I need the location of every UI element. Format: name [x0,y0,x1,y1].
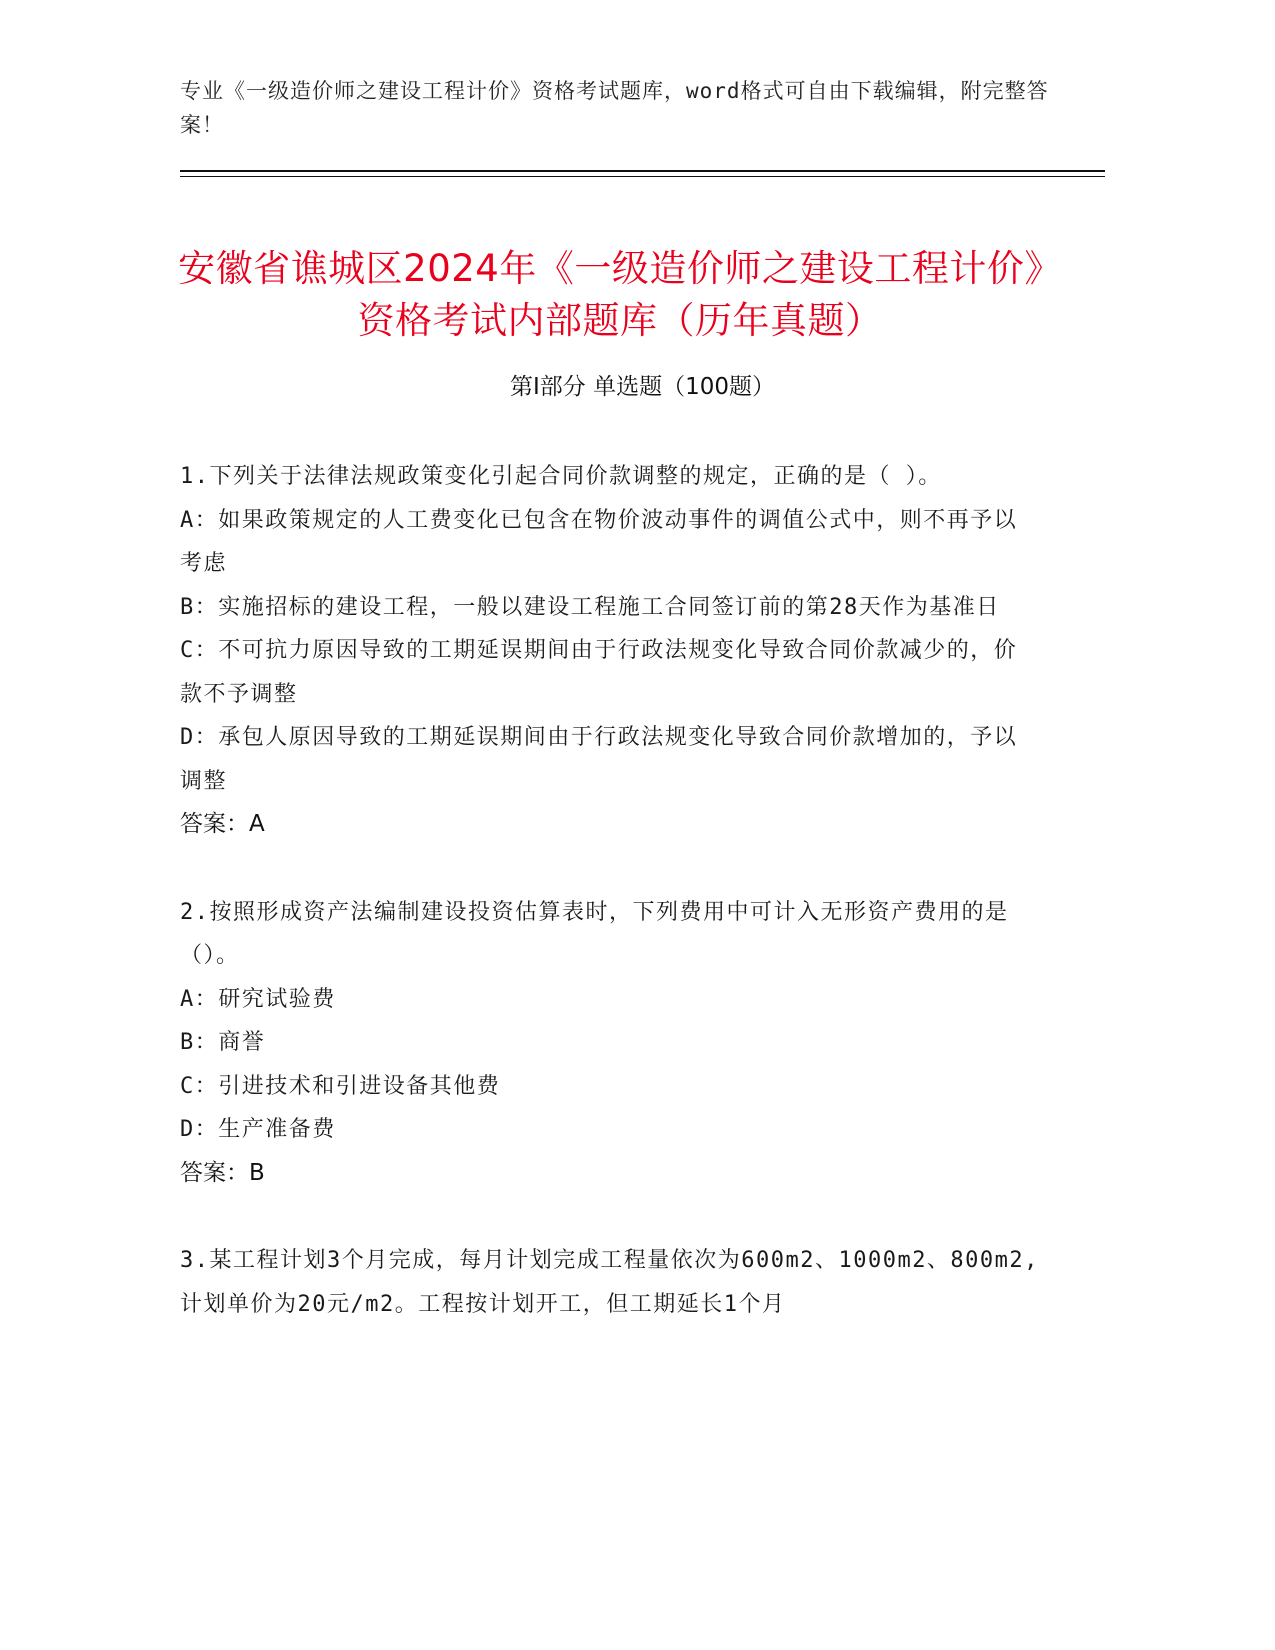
answer: 答案：B [180,1159,265,1186]
option-d: D：生产准备费 [180,1117,336,1142]
option-b: B：实施招标的建设工程，一般以建设工程施工合同签订前的第28天作为基准日 [180,594,1000,620]
option-c: C：引进技术和引进设备其他费 [180,1073,501,1099]
option-a: A：如果政策规定的人工费变化已包含在物价波动事件的调值公式中，则不再予以考虑 [180,507,1018,576]
document-title: 安徽省谯城区2024年《一级造价师之建设工程计价》资格考试内部题库（历年真题） [178,246,1062,342]
question-stem: 3.某工程计划3个月完成，每月计划完成工程量依次为600m2、1000m2、800m2,计划单价为20元/m2。工程按计划开工，但工期延长1个月 [180,1248,1039,1317]
question-stem: 2.按照形成资产法编制建设投资估算表时，下列费用中可计入无形资产费用的是（）。 [180,899,1009,968]
option-a: A：研究试验费 [180,986,336,1012]
question-2 [180,891,1040,1196]
option-c: C：不可抗力原因导致的工期延误期间由于行政法规变化导致合同价款减少的，价款不予调整 [180,638,1018,707]
question-stem: 1.下列关于法律法规政策变化引起合同价款调整的规定，正确的是（ ）。 [180,464,942,489]
header-divider-thick [180,170,1105,172]
header-note: 专业《一级造价师之建设工程计价》资格考试题库，word格式可自由下载编辑，附完整答案！ [180,79,1049,137]
question-list [180,455,1040,1370]
question-1 [180,455,1040,847]
option-b: B：商誉 [180,1030,266,1055]
header-divider-thin [180,176,1105,177]
section-title: 第I部分 单选题（100题） [510,374,775,400]
option-d: D：承包人原因导致的工期延误期间由于行政法规变化导致合同价款增加的，予以调整 [180,725,1018,794]
answer: 答案：A [180,811,265,837]
question-3 [180,1239,1040,1326]
